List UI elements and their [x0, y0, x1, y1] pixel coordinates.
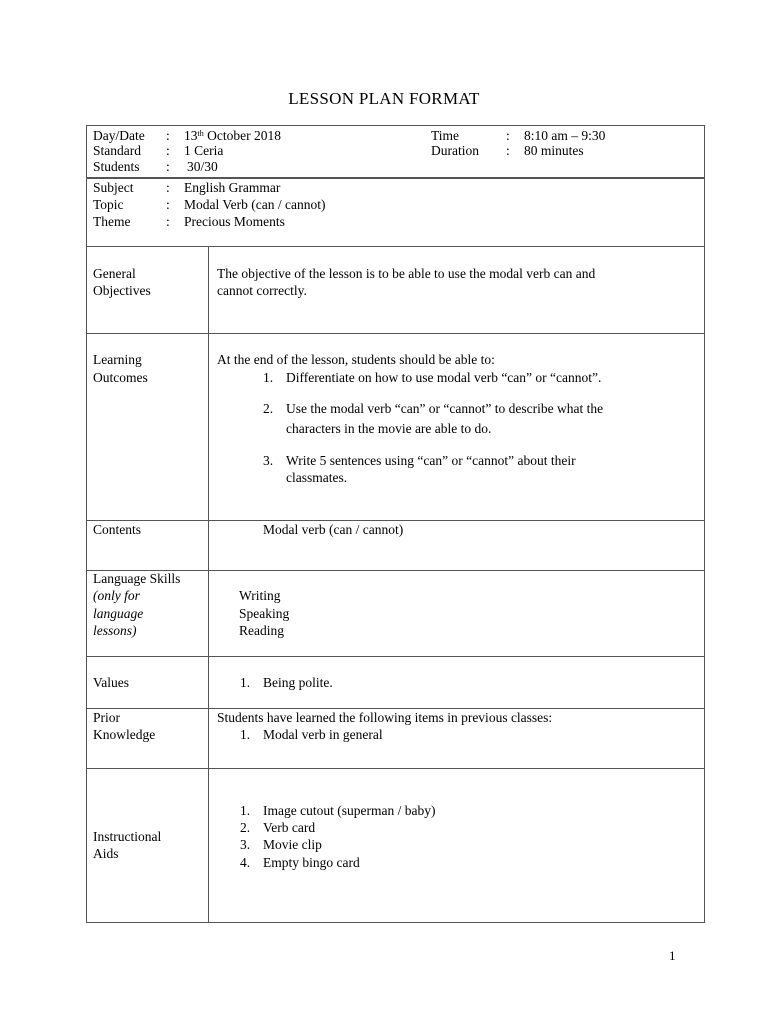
standard-label: Standard: [93, 143, 141, 158]
contents-value: Modal verb (can / cannot): [263, 522, 404, 537]
aid-item-number: 2.: [240, 820, 251, 835]
row-divider: [86, 768, 705, 769]
learning-outcomes-label-1: Learning: [93, 352, 142, 367]
duration-value: 80 minutes: [524, 143, 584, 158]
outcome-item-number: 2.: [263, 401, 274, 416]
aid-item-number: 1.: [240, 803, 251, 818]
outcome-item-text: Write 5 sentences using “can” or “cannot” about their: [286, 453, 576, 468]
theme-colon: :: [166, 214, 170, 229]
instructional-aids-label-1: Instructional: [93, 829, 162, 844]
page-number: 1: [669, 948, 676, 963]
theme-label: Theme: [93, 214, 131, 229]
subject-value: English Grammar: [184, 180, 281, 195]
prior-knowledge-intro: Students have learned the following items in previous classes:: [217, 710, 553, 725]
aid-item-text: Verb card: [263, 820, 316, 835]
aid-item-number: 4.: [240, 855, 251, 870]
learning-outcomes-label-2: Outcomes: [93, 370, 148, 385]
values-label: Values: [93, 675, 129, 690]
values-item-number: 1.: [240, 675, 251, 690]
time-label: Time: [431, 128, 460, 143]
skill-item: Writing: [239, 588, 281, 603]
outcome-item-text: Differentiate on how to use modal verb “can” or “cannot”.: [286, 370, 602, 385]
general-objectives-label-1: General: [93, 266, 136, 281]
duration-colon: :: [506, 143, 510, 158]
learning-outcomes-intro: At the end of the lesson, students should be able to:: [217, 352, 495, 367]
subject-colon: :: [166, 180, 170, 195]
general-objectives-label-2: Objectives: [93, 283, 151, 298]
students-label: Students: [93, 159, 140, 174]
skill-item: Speaking: [239, 606, 290, 621]
instructional-aids-label-2: Aids: [93, 846, 119, 861]
day-label: Day/Date: [93, 128, 145, 143]
topic-colon: :: [166, 197, 170, 212]
aid-item-text: Empty bingo card: [263, 855, 360, 870]
language-skills-label: Language Skills: [93, 571, 181, 586]
subject-label: Subject: [93, 180, 134, 195]
skill-item: Reading: [239, 623, 284, 638]
standard-colon: :: [166, 143, 170, 158]
prior-knowledge-item-text: Modal verb in general: [263, 727, 383, 742]
aid-item-number: 3.: [240, 837, 251, 852]
duration-label: Duration: [431, 143, 479, 158]
outcome-item-text: characters in the movie are able to do.: [286, 421, 492, 436]
column-divider: [208, 246, 209, 923]
prior-knowledge-item-number: 1.: [240, 727, 251, 742]
prior-knowledge-label-2: Knowledge: [93, 727, 156, 742]
outcome-item-text: Use the modal verb “can” or “cannot” to describe what the: [286, 401, 604, 416]
language-skills-note: (only for: [93, 588, 140, 603]
header-section: [86, 125, 705, 178]
standard-value: 1 Ceria: [184, 143, 224, 158]
theme-value: Precious Moments: [184, 214, 285, 229]
topic-value: Modal Verb (can / cannot): [184, 197, 326, 212]
language-skills-note: language: [93, 606, 144, 621]
general-objectives-text-2: cannot correctly.: [217, 283, 307, 298]
time-value: 8:10 am – 9:30: [524, 128, 606, 143]
general-objectives-text-1: The objective of the lesson is to be able to use the modal verb can and: [217, 266, 596, 281]
prior-knowledge-label-1: Prior: [93, 710, 120, 725]
time-colon: :: [506, 128, 510, 143]
document-title: LESSON PLAN FORMAT: [288, 89, 480, 108]
students-colon: :: [166, 159, 170, 174]
students-value: 30/30: [187, 159, 218, 174]
outcome-item-number: 1.: [263, 370, 274, 385]
outcome-item-number: 3.: [263, 453, 274, 468]
aid-item-text: Image cutout (superman / baby): [263, 803, 436, 818]
row-divider: [86, 246, 705, 247]
contents-label: Contents: [93, 522, 142, 537]
language-skills-note: lessons): [93, 623, 137, 638]
row-divider: [86, 333, 705, 334]
topic-label: Topic: [93, 197, 124, 212]
day-value: 13th October 2018: [184, 128, 281, 143]
row-divider: [86, 656, 705, 657]
values-item-text: Being polite.: [263, 675, 333, 690]
outcome-item-text: classmates.: [286, 470, 348, 485]
aid-item-text: Movie clip: [263, 837, 322, 852]
day-colon: :: [166, 128, 170, 143]
